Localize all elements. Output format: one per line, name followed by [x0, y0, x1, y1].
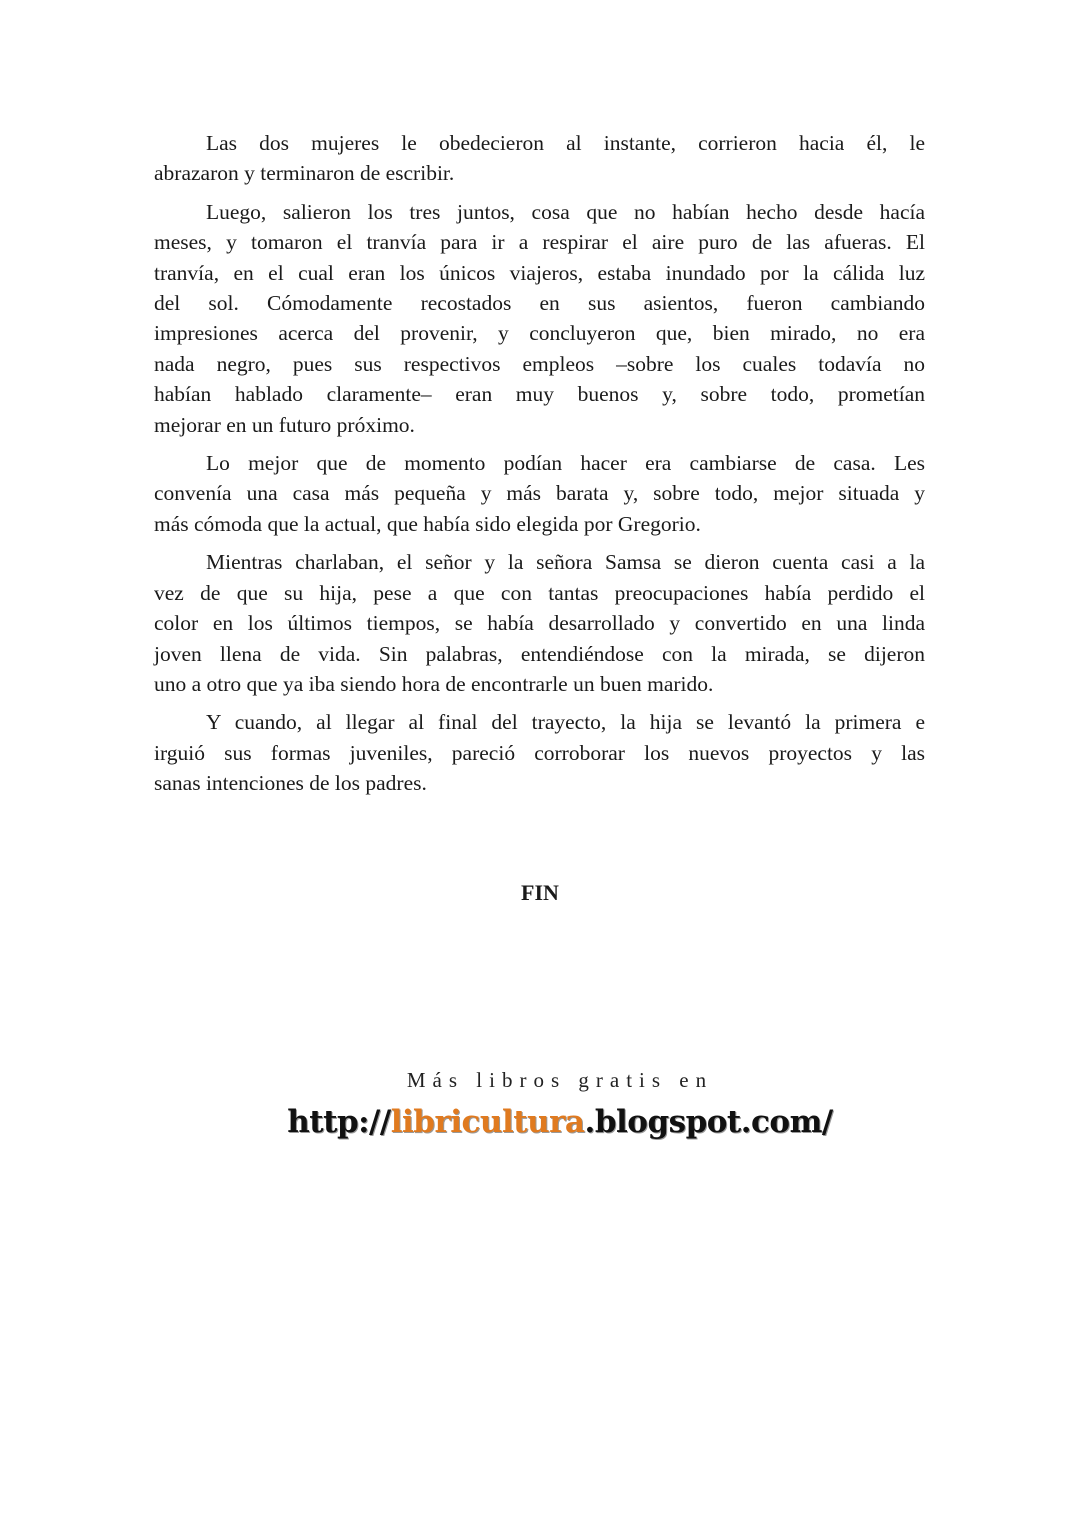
text-line: meses, y tomaron el tranvía para ir a respirar el aire puro de las afueras. El: [154, 230, 925, 255]
text-line: Luego, salieron los tres juntos, cosa que no habían hecho desde hacía: [206, 199, 925, 224]
text-line: Y cuando, al llegar al final del trayecto, la hija se levantó la primera e: [206, 710, 925, 735]
text-line: sanas intenciones de los padres.: [154, 771, 427, 796]
text-line: irguió sus formas juveniles, pareció corroborar los nuevos proyectos y las: [154, 740, 925, 765]
text-line: Lo mejor que de momento podían hacer era cambiarse de casa. Les: [206, 451, 925, 476]
url-highlight: libricultura: [390, 1104, 585, 1140]
text-line: vez de que su hija, pese a que con tantas preocupaciones había perdido el: [154, 580, 925, 605]
text-line: mejorar en un futuro próximo.: [154, 412, 415, 437]
paragraph: [154, 197, 925, 440]
text-line: habían hablado claramente– eran muy buenos y, sobre todo, prometían: [154, 382, 925, 407]
text-line: abrazaron y terminaron de escribir.: [154, 161, 455, 186]
text-line: tranvía, en el cual eran los únicos viajeros, estaba inundado por la cálida luz: [154, 260, 925, 285]
text-line: convenía una casa más pequeña y más barata y, sobre todo, mejor situada y: [154, 481, 925, 506]
paragraph: [154, 707, 925, 798]
paragraph: [154, 448, 925, 539]
paragraph: [154, 128, 925, 189]
text-line: del sol. Cómodamente recostados en sus asientos, fueron cambiando: [154, 291, 925, 316]
body-text: [154, 128, 925, 807]
text-line: nada negro, pues sus respectivos empleos –sobre los cuales todavía no: [154, 351, 925, 376]
text-line: Mientras charlaban, el señor y la señora Samsa se dieron cuenta casi a la: [206, 550, 925, 575]
text-line: impresiones acerca del provenir, y concluyeron que, bien mirado, no era: [154, 321, 925, 346]
end-heading: FIN: [521, 880, 559, 905]
paragraph: [154, 547, 925, 699]
url-prefix: http://: [287, 1104, 391, 1140]
url-suffix: .blogspot.com/: [584, 1104, 833, 1140]
text-line: Las dos mujeres le obedecieron al instante, corrieron hacia él, le: [206, 131, 925, 155]
text-line: uno a otro que ya iba siendo hora de encontrarle un buen marido.: [154, 671, 714, 696]
text-line: color en los últimos tiempos, se había desarrollado y convertido en una linda: [154, 611, 925, 636]
promo-link[interactable]: [0, 1104, 1080, 1140]
text-line: más cómoda que la actual, que había sido elegida por Gregorio.: [154, 511, 701, 536]
promo-text: Más libros gratis en: [406, 1068, 714, 1092]
text-line: joven llena de vida. Sin palabras, entendiéndose con la mirada, se dijeron: [154, 641, 925, 666]
